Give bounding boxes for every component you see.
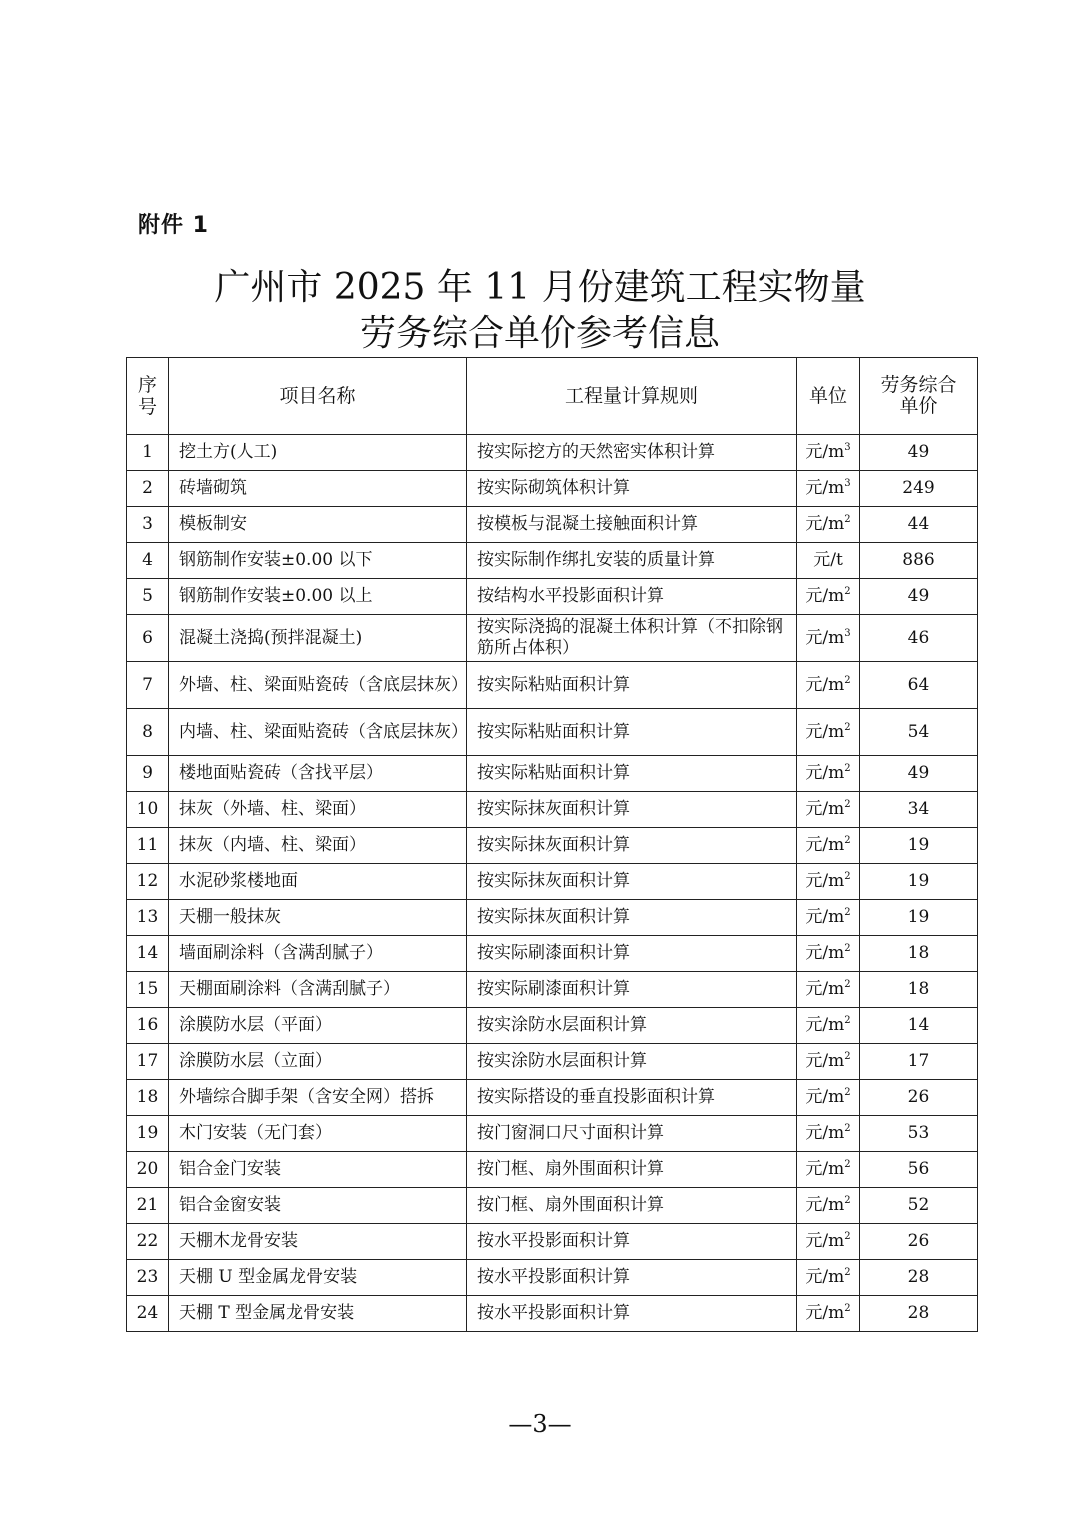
row-price: 28 [860,1296,978,1332]
row-unit-text: 元/m [805,871,845,891]
row-price: 19 [860,864,978,900]
row-seq: 2 [127,471,169,507]
row-unit [797,1116,860,1152]
row-price: 19 [860,900,978,936]
row-price: 49 [860,435,978,471]
row-unit-exponent: 2 [844,907,851,918]
row-price: 54 [860,709,978,756]
row-unit [797,709,860,756]
table-row [127,543,978,579]
header-price-label: 劳务综合 单价 [880,374,957,417]
table-row [127,709,978,756]
row-price: 56 [860,1152,978,1188]
row-seq: 19 [127,1116,169,1152]
row-unit-text: 元/m [805,799,845,819]
table-row [127,1044,978,1080]
row-name: 天棚一般抹灰 [169,900,467,936]
table-row [127,1224,978,1260]
row-unit [797,936,860,972]
row-seq: 22 [127,1224,169,1260]
table-row [127,756,978,792]
row-name: 铝合金窗安装 [169,1188,467,1224]
row-unit [797,662,860,709]
row-rule: 按实际抹灰面积计算 [467,792,797,828]
row-unit [797,1224,860,1260]
table-row [127,615,978,662]
row-name: 内墙、柱、梁面贴瓷砖（含底层抹灰） [169,709,467,756]
row-unit [797,792,860,828]
row-unit-text: 元/m [805,1267,845,1287]
row-price: 28 [860,1260,978,1296]
row-rule: 按实际抹灰面积计算 [467,864,797,900]
table-header-row [127,358,978,435]
row-unit-exponent: 2 [844,514,851,525]
row-seq: 13 [127,900,169,936]
table-row [127,579,978,615]
table-row [127,471,978,507]
row-rule: 按实际搭设的垂直投影面积计算 [467,1080,797,1116]
row-seq: 20 [127,1152,169,1188]
row-unit-exponent: 2 [844,835,851,846]
row-price: 249 [860,471,978,507]
row-unit-exponent: 2 [844,871,851,882]
row-unit-text: 元/m [805,586,845,606]
row-unit-text: 元/m [805,1231,845,1251]
row-unit-exponent: 2 [844,1123,851,1134]
row-seq: 17 [127,1044,169,1080]
row-seq: 14 [127,936,169,972]
row-unit [797,507,860,543]
table-row [127,864,978,900]
row-unit [797,828,860,864]
row-unit-text: 元/m [805,627,845,648]
row-name: 天棚 U 型金属龙骨安装 [169,1260,467,1296]
row-unit [797,900,860,936]
row-name: 涂膜防水层（平面） [169,1008,467,1044]
row-unit-text: 元/m [805,907,845,927]
row-seq: 24 [127,1296,169,1332]
row-rule: 按模板与混凝土接触面积计算 [467,507,797,543]
row-unit [797,471,860,507]
table-row [127,1116,978,1152]
table-row [127,936,978,972]
row-unit-exponent: 2 [844,1087,851,1098]
row-name: 天棚木龙骨安装 [169,1224,467,1260]
row-price: 46 [860,615,978,662]
row-unit-text: 元/m [805,1123,845,1143]
row-name: 铝合金门安装 [169,1152,467,1188]
row-seq: 6 [127,615,169,662]
row-unit-exponent: 2 [844,586,851,597]
row-seq: 9 [127,756,169,792]
row-unit-text: 元/m [805,721,845,742]
row-unit-text: 元/m [805,478,845,498]
row-unit [797,756,860,792]
row-unit [797,1296,860,1332]
row-unit-text: 元/t [813,550,843,570]
row-unit-exponent: 2 [844,1303,851,1314]
row-rule: 按水平投影面积计算 [467,1260,797,1296]
row-name: 模板制安 [169,507,467,543]
row-seq: 23 [127,1260,169,1296]
row-unit-text: 元/m [805,763,845,783]
row-price: 26 [860,1080,978,1116]
table-row [127,435,978,471]
row-unit-exponent: 3 [844,478,851,489]
row-seq: 3 [127,507,169,543]
row-unit [797,1008,860,1044]
row-name: 挖土方(人工) [169,435,467,471]
row-unit [797,1152,860,1188]
row-unit-exponent: 2 [844,1159,851,1170]
row-unit-exponent: 2 [844,1015,851,1026]
row-price: 52 [860,1188,978,1224]
row-unit [797,864,860,900]
row-seq: 15 [127,972,169,1008]
row-price: 19 [860,828,978,864]
row-price: 44 [860,507,978,543]
row-rule: 按实际砌筑体积计算 [467,471,797,507]
row-unit-text: 元/m [805,674,845,695]
row-unit-text: 元/m [805,1087,845,1107]
document-title-line2: 劳务综合单价参考信息 [359,313,720,354]
row-name: 抹灰（内墙、柱、梁面） [169,828,467,864]
row-name: 抹灰（外墙、柱、梁面） [169,792,467,828]
row-name: 天棚面刷涂料（含满刮腻子） [169,972,467,1008]
row-unit-text: 元/m [805,1159,845,1179]
table-row [127,972,978,1008]
row-price: 14 [860,1008,978,1044]
row-unit-exponent: 2 [844,763,851,774]
row-name: 木门安装（无门套） [169,1116,467,1152]
row-rule: 按实际粘贴面积计算 [467,662,797,709]
row-name: 楼地面贴瓷砖（含找平层） [169,756,467,792]
row-name: 涂膜防水层（立面） [169,1044,467,1080]
row-unit-exponent: 3 [844,442,851,453]
row-seq: 8 [127,709,169,756]
row-unit-exponent: 2 [844,1267,851,1278]
row-seq: 10 [127,792,169,828]
row-rule: 按实际抹灰面积计算 [467,828,797,864]
page-number: —3— [508,1410,572,1438]
table-row [127,792,978,828]
row-name: 钢筋制作安装±0.00 以上 [169,579,467,615]
row-unit [797,579,860,615]
row-name: 外墙综合脚手架（含安全网）搭拆 [169,1080,467,1116]
row-unit [797,615,860,662]
row-name: 水泥砂浆楼地面 [169,864,467,900]
header-unit: 单位 [797,358,860,435]
row-rule: 按实际粘贴面积计算 [467,709,797,756]
row-seq: 7 [127,662,169,709]
row-rule: 按结构水平投影面积计算 [467,579,797,615]
row-rule: 按门窗洞口尺寸面积计算 [467,1116,797,1152]
row-seq: 5 [127,579,169,615]
row-seq: 4 [127,543,169,579]
row-price: 18 [860,972,978,1008]
row-seq: 11 [127,828,169,864]
row-name: 天棚 T 型金属龙骨安装 [169,1296,467,1332]
row-seq: 21 [127,1188,169,1224]
document-title-line1: 广州市 2025 年 11 月份建筑工程实物量 [214,267,866,308]
header-seq-label: 序 号 [137,374,157,418]
row-price: 17 [860,1044,978,1080]
row-unit-text: 元/m [805,1051,845,1071]
row-unit-exponent: 2 [844,943,851,954]
row-name: 砖墙砌筑 [169,471,467,507]
header-name: 项目名称 [169,358,467,435]
row-rule: 按实际挖方的天然密实体积计算 [467,435,797,471]
header-rule: 工程量计算规则 [467,358,797,435]
row-unit-exponent: 3 [844,627,851,639]
row-unit [797,1080,860,1116]
row-rule: 按实际粘贴面积计算 [467,756,797,792]
table-row [127,1152,978,1188]
header-seq [127,358,169,435]
row-unit [797,1260,860,1296]
row-rule: 按门框、扇外围面积计算 [467,1188,797,1224]
row-unit-exponent: 2 [844,1195,851,1206]
row-unit-text: 元/m [805,835,845,855]
row-unit [797,435,860,471]
row-price: 26 [860,1224,978,1260]
row-rule: 按实涂防水层面积计算 [467,1044,797,1080]
row-unit [797,543,860,579]
row-unit-text: 元/m [805,442,845,462]
row-unit-exponent: 2 [844,721,851,733]
table-row [127,662,978,709]
row-name: 钢筋制作安装±0.00 以下 [169,543,467,579]
row-name: 墙面刷涂料（含满刮腻子） [169,936,467,972]
row-price: 49 [860,756,978,792]
row-rule: 按实际刷漆面积计算 [467,972,797,1008]
row-unit [797,1188,860,1224]
row-unit [797,1044,860,1080]
row-name: 外墙、柱、梁面贴瓷砖（含底层抹灰） [169,662,467,709]
table-row [127,828,978,864]
row-unit [797,972,860,1008]
attachment-label: 附件 1 [138,213,209,238]
table-row [127,1260,978,1296]
table-row [127,1008,978,1044]
row-rule: 按实际浇捣的混凝土体积计算（不扣除钢筋所占体积） [467,615,797,662]
row-seq: 18 [127,1080,169,1116]
row-price: 64 [860,662,978,709]
row-unit-text: 元/m [805,1015,845,1035]
table-row [127,507,978,543]
row-rule: 按门框、扇外围面积计算 [467,1152,797,1188]
row-name: 混凝土浇捣(预拌混凝土) [169,615,467,662]
row-rule: 按实际抹灰面积计算 [467,900,797,936]
row-rule: 按实际制作绑扎安装的质量计算 [467,543,797,579]
row-seq: 1 [127,435,169,471]
row-unit-exponent: 2 [844,1231,851,1242]
row-rule: 按水平投影面积计算 [467,1224,797,1260]
row-seq: 16 [127,1008,169,1044]
table-row [127,1080,978,1116]
row-price: 53 [860,1116,978,1152]
row-price: 18 [860,936,978,972]
row-rule: 按水平投影面积计算 [467,1296,797,1332]
row-seq: 12 [127,864,169,900]
table-row [127,1296,978,1332]
price-table [126,357,978,1332]
table-row [127,1188,978,1224]
row-price: 34 [860,792,978,828]
row-rule: 按实际刷漆面积计算 [467,936,797,972]
table-row [127,900,978,936]
row-unit-text: 元/m [805,943,845,963]
row-unit-exponent: 2 [844,979,851,990]
row-price: 886 [860,543,978,579]
row-unit-exponent: 2 [844,1051,851,1062]
row-unit-exponent: 2 [844,799,851,810]
header-price [860,358,978,435]
row-unit-text: 元/m [805,979,845,999]
row-unit-exponent: 2 [844,674,851,686]
row-price: 49 [860,579,978,615]
row-unit-text: 元/m [805,1303,845,1323]
row-unit-text: 元/m [805,1195,845,1215]
row-rule: 按实涂防水层面积计算 [467,1008,797,1044]
row-unit-text: 元/m [805,514,845,534]
